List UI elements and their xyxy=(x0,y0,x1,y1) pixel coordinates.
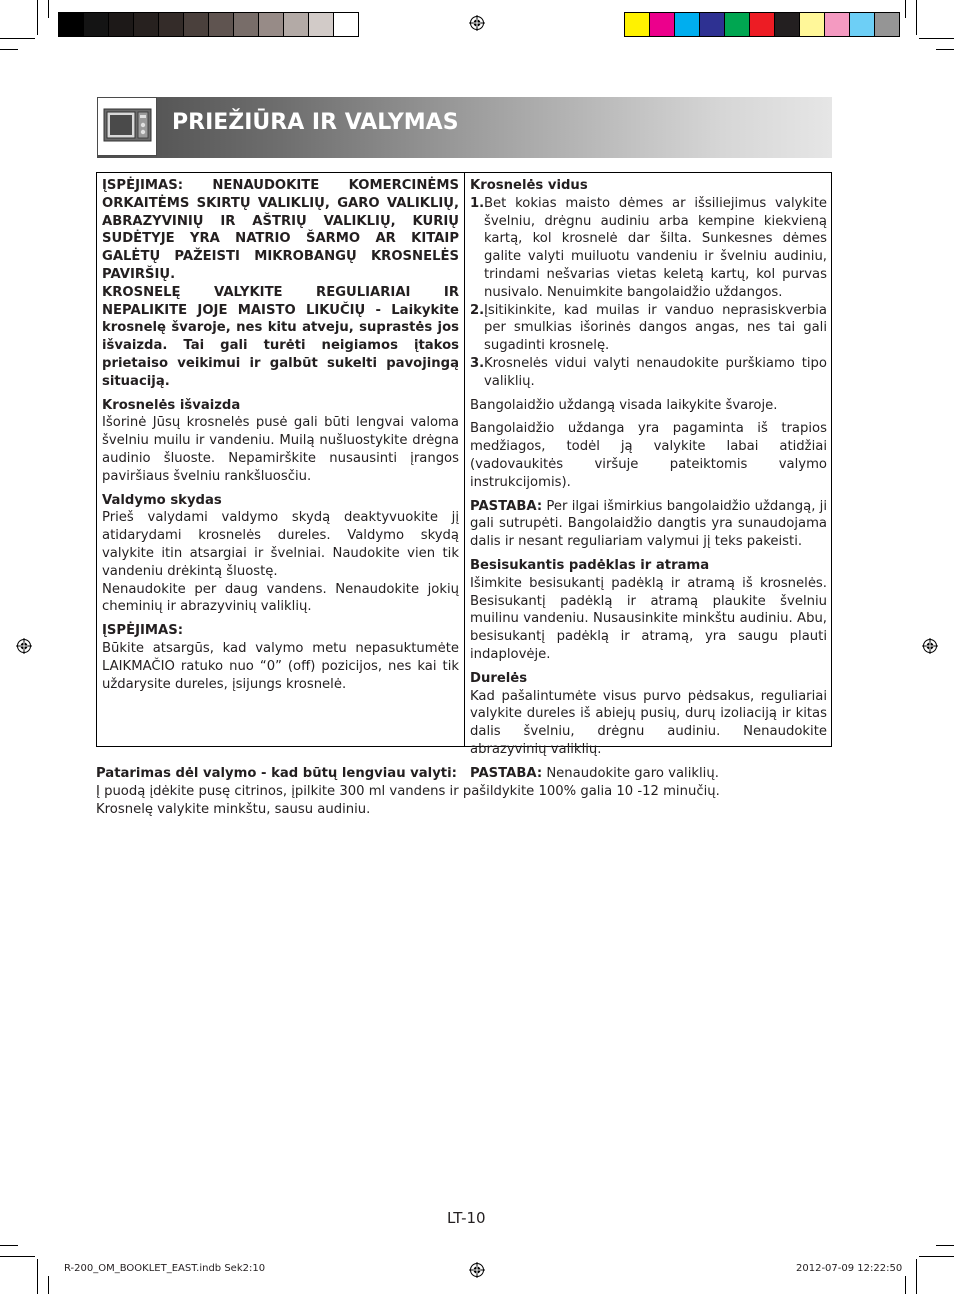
crop-mark xyxy=(0,1245,18,1246)
crop-mark xyxy=(0,49,18,50)
color-swatch xyxy=(750,13,775,36)
registration-mark-icon xyxy=(922,638,938,654)
color-swatch xyxy=(725,13,750,36)
crop-mark xyxy=(919,38,954,39)
turntable-text: Išimkite besisukantį padėklą ir atramą iš krosnelės. Besisukantį padėklą ir atramą plaukite švelniu muilinu vandeniu. Nusausinkite minkštu audiniu. Abu, besisukantį padėklą ir atramą, yra saugu plauti indaplovėje. xyxy=(470,575,827,662)
color-swatch xyxy=(800,13,825,36)
process-color-bar xyxy=(624,12,900,37)
page-number: LT-10 xyxy=(447,1209,486,1227)
exterior-heading: Krosnelės išvaizda xyxy=(102,397,241,413)
left-column xyxy=(102,177,459,693)
color-swatch xyxy=(159,13,184,36)
microwave-icon-box xyxy=(97,97,157,156)
crop-mark xyxy=(905,1276,906,1294)
registration-mark-icon xyxy=(469,15,485,31)
color-swatch xyxy=(134,13,159,36)
exterior-text: Išorinė Jūsų krosnelės pusė gali būti lengvai valoma švelniu muilu ir vandeniu. Muilą nušluostykite drėgna audinio šluoste. Nepamirškite nusausinti įrangos paviršiaus švelniu rankšluosčiu. xyxy=(102,415,459,484)
tip-line: Krosnelę valykite minkštu, sausu audiniu. xyxy=(96,801,371,817)
color-swatch xyxy=(84,13,109,36)
warning-regular-cleaning: KROSNELĘ VALYKITE REGULIARIAI IR NEPALIKITE JOJE MAISTO LIKUČIŲ - Laikykite krosnelę švaroje, nes kitu atveju, suprastės jos išvaizda. Tai gali turėti neigiamos įtakos prietaiso veikimui ir galbūt sukelti pavojingą situaciją. xyxy=(102,284,459,389)
timer-warning-text: Būkite atsargūs, kad valymo metu nepasuktumėte LAIKMAČIO ratuko nuo “0” (off) pozicijos, nes kai tik uždarysite dureles, įsijungs krosnelė. xyxy=(102,640,459,692)
tip-heading: Patarimas dėl valymo - kad būtų lengviau valyti: xyxy=(96,766,457,781)
color-swatch xyxy=(59,13,84,36)
color-swatch xyxy=(875,13,899,36)
color-swatch xyxy=(625,13,650,36)
tip-line: Į puodą įdėkite pusę citrinos, įpilkite 300 ml vandens ir pašildykite 100% galia 10 -12 minučių. xyxy=(96,783,720,799)
crop-mark xyxy=(919,1256,954,1257)
color-swatch xyxy=(284,13,309,36)
color-swatch xyxy=(209,13,234,36)
crop-mark xyxy=(905,0,906,18)
footer-file-info: R-200_OM_BOOKLET_EAST.indb Sek2:10 xyxy=(64,1263,266,1274)
control-panel-heading: Valdymo skydas xyxy=(102,492,222,508)
crop-mark xyxy=(37,1259,38,1294)
turntable-heading: Besisukantis padėklas ir atrama xyxy=(470,557,710,573)
color-swatch xyxy=(109,13,134,36)
door-heading: Durelės xyxy=(470,670,528,686)
crop-mark xyxy=(0,1256,35,1257)
color-swatch xyxy=(184,13,209,36)
registration-mark-icon xyxy=(16,638,32,654)
steam-cleaner-note: PASTABA: Nenaudokite garo valiklių. xyxy=(470,765,719,781)
waveguide-note: PASTABA: Per ilgai išmirkius bangolaidžio uždangą, ji gali sutrupėti. Bangolaidžio dangtis yra sunaudojama dalis ir nesant reguliariam valymui jį teks pakeisti. xyxy=(470,498,827,550)
color-swatch xyxy=(234,13,259,36)
door-text: Kad pašalintumėte visus purvo pėdsakus, reguliariai valykite dureles iš abiejų pusių, durų izoliaciją ir kitas dalis švelniu, drėgnu audiniu. Nenaudokite abrazyvinių valiklių. xyxy=(470,688,827,757)
list-item: 1. Bet kokias maisto dėmes ar išsiliejimus valykite švelniu, drėgnu audiniu arba kempine kiekvieną kartą, kol krosnelė dar šilta. Sunkesnes dėmes galite valyti muiluotu vandeniu ir švelniu audiniu, trindami nešvarias vietas keletą kartų, kol purvas nusivalo. Nenuimkite bangolaidžio uždangos. xyxy=(470,195,827,300)
crop-mark xyxy=(48,0,49,18)
color-swatch xyxy=(825,13,850,36)
waveguide-keep-clean: Bangolaidžio uždangą visada laikykite švaroje. xyxy=(470,397,778,413)
crop-mark xyxy=(936,1245,954,1246)
right-column xyxy=(470,177,827,783)
interior-steps-list xyxy=(470,195,827,391)
control-panel-text-2: Nenaudokite per daug vandens. Nenaudokite jokių cheminių ir abrazyvinių valiklių. xyxy=(102,581,459,615)
color-swatch xyxy=(309,13,334,36)
crop-mark xyxy=(916,0,917,35)
list-item: 2. Įsitikinkite, kad muilas ir vanduo neprasiskverbia per smulkias išorinės dangos angas, nes tai gali sugadinti krosnelę. xyxy=(470,302,827,354)
registration-mark-icon xyxy=(469,1262,485,1278)
color-swatch xyxy=(334,13,358,36)
crop-mark xyxy=(936,49,954,50)
control-panel-text: Prieš valydami valdymo skydą deaktyvuokite jį atidarydami krosnelės dureles. Valdymo skydą valykite itin atsargiai ir švelniai. Naudokite vien tik vandeniu drėkintą šluostę. xyxy=(102,510,459,579)
page-title: PRIEŽIŪRA IR VALYMAS xyxy=(172,110,459,135)
interior-heading: Krosnelės vidus xyxy=(470,178,588,193)
grayscale-color-bar xyxy=(58,12,359,37)
timer-warning-heading: ĮSPĖJIMAS: xyxy=(102,623,183,639)
warning-chemicals: ĮSPĖJIMAS: NENAUDOKITE KOMERCINĖMS ORKAITĖMS SKIRTŲ VALIKLIŲ, GARO VALIKLIŲ, ABRAZYVINIŲ IR AŠTRIŲ VALIKLIŲ, KURIŲ SUDĖTYJE YRA NATRIO ŠARMO AR KITAIP GALĖTŲ PAŽEISTI MIKROBANGŲ KROSNELĖS PAVIRŠIŲ. xyxy=(102,178,459,282)
color-swatch xyxy=(700,13,725,36)
crop-mark xyxy=(916,1259,917,1294)
column-divider xyxy=(464,172,465,747)
crop-mark xyxy=(0,38,35,39)
footer-timestamp: 2012-07-09 12:22:50 xyxy=(796,1263,903,1274)
color-swatch xyxy=(775,13,800,36)
color-swatch xyxy=(259,13,284,36)
color-swatch xyxy=(675,13,700,36)
color-swatch xyxy=(650,13,675,36)
waveguide-fragile: Bangolaidžio uždanga yra pagaminta iš trapios medžiagos, todėl ją valykite labai atidžiai (vadovaukitės viršuje pateiktomis valymo instrukcijomis). xyxy=(470,421,827,490)
cleaning-tip xyxy=(96,765,816,818)
crop-mark xyxy=(37,0,38,35)
color-swatch xyxy=(850,13,875,36)
crop-mark xyxy=(48,1276,49,1294)
microwave-icon xyxy=(98,98,156,155)
list-item: 3. Krosnelės vidui valyti nenaudokite purškiamo tipo valiklių. xyxy=(470,355,827,389)
